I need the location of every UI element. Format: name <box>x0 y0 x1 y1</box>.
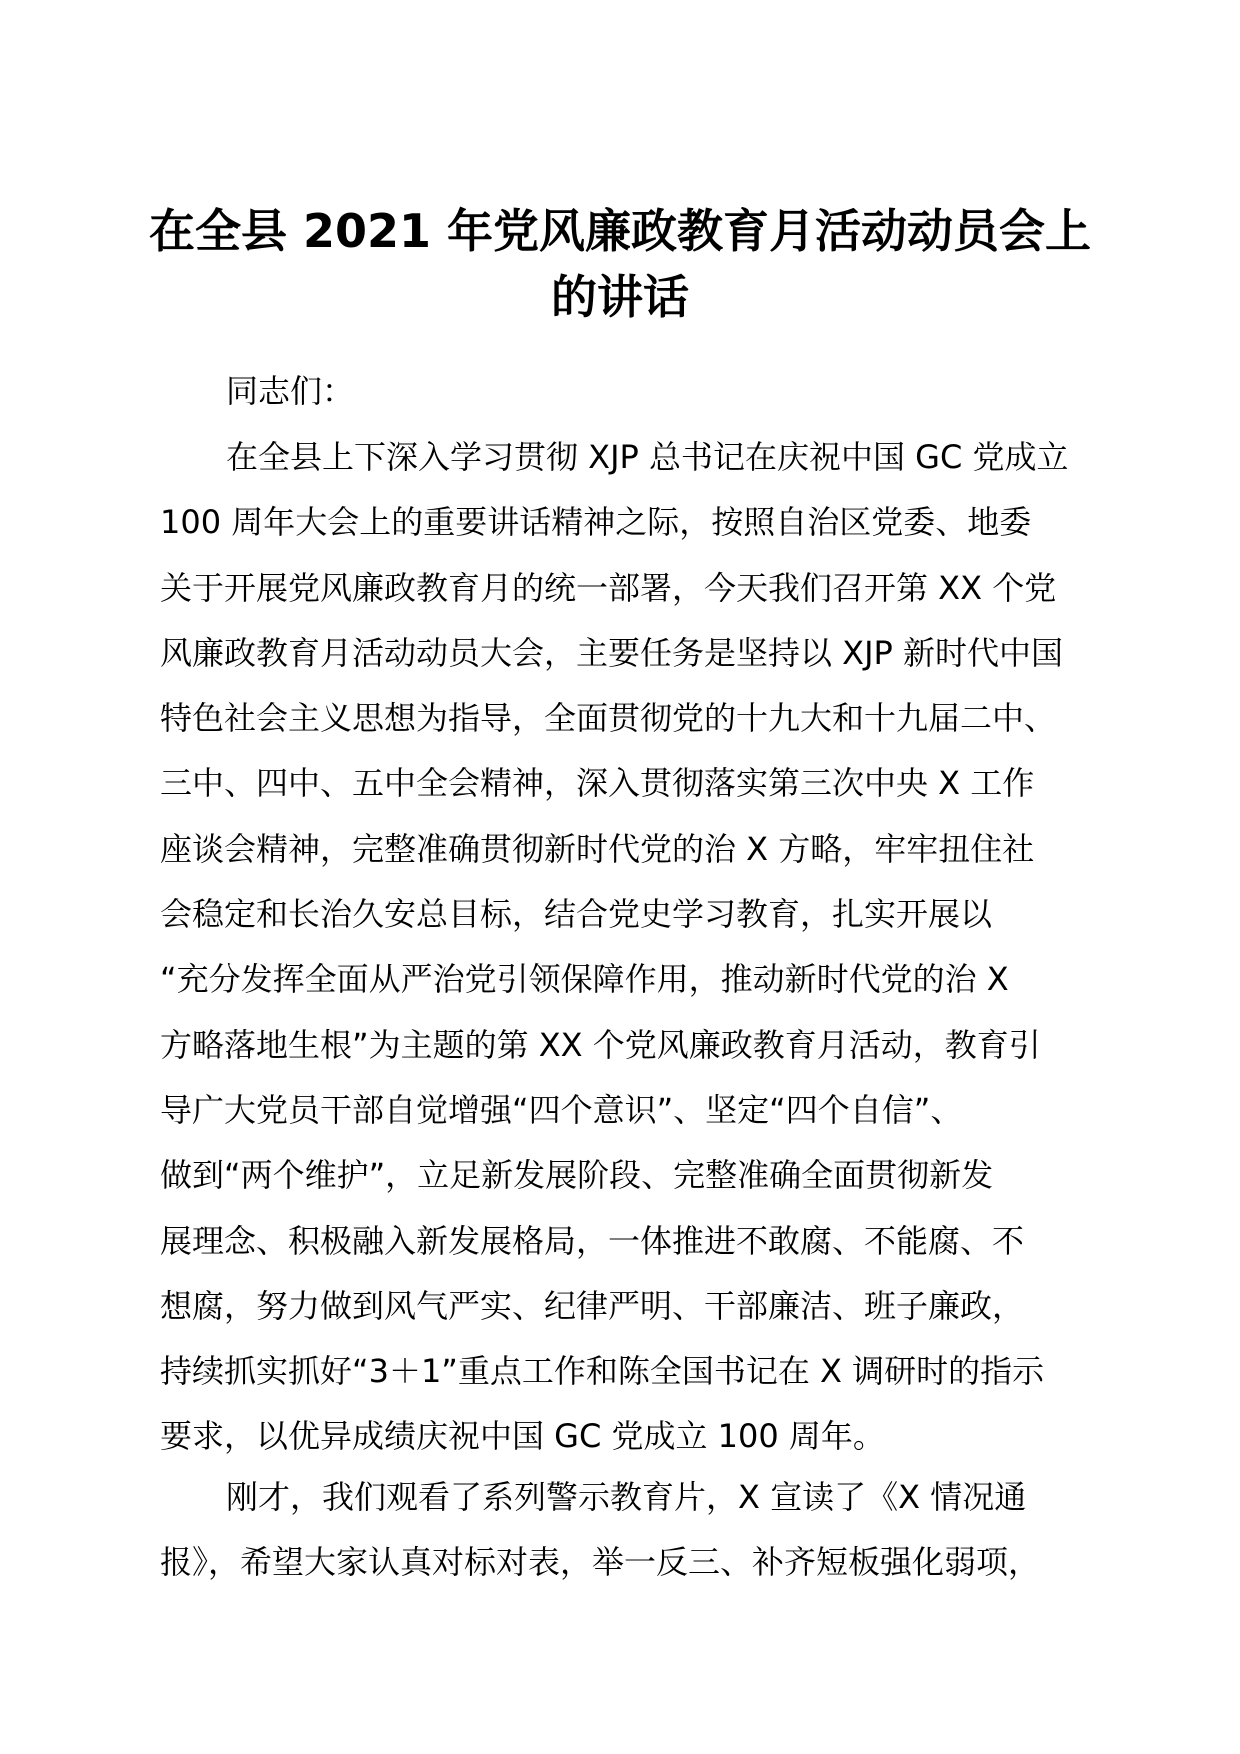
paragraph-line: 特色社会主义思想为指导，全面贯彻党的十九大和十九届二中、 <box>160 699 1057 738</box>
paragraph-line: 关于开展党风廉政教育月的统一部署，今天我们召开第 XX 个党 <box>160 568 1057 607</box>
paragraph-line: 想腐，努力做到风气严实、纪律严明、干部廉洁、班子廉政， <box>160 1286 1025 1325</box>
salutation: 同志们： <box>226 372 355 410</box>
paragraph-1 <box>160 425 1090 1470</box>
paragraph-line: “充分发挥全面从严治党引领保障作用，推动新时代党的治 X <box>160 960 1009 999</box>
paragraph-line: 会稳定和长治久安总目标，结合党史学习教育，扎实开展以 <box>160 895 993 934</box>
paragraph-line: 三中、四中、五中全会精神，深入贯彻落实第三次中央 X 工作 <box>160 764 1035 803</box>
paragraph-line: 方略落地生根”为主题的第 XX 个党风廉政教育月活动，教育引 <box>160 1025 1041 1064</box>
paragraph-line: 座谈会精神，完整准确贯彻新时代党的治 X 方略，牢牢扭住社 <box>160 829 1035 868</box>
document-title-line-2: 的讲话 <box>551 270 689 324</box>
paragraph-line: 展理念、积极融入新发展格局，一体推进不敢腐、不能腐、不 <box>160 1221 1025 1260</box>
paragraph-line: 100 周年大会上的重要讲话精神之际，按照自治区党委、地委 <box>160 503 1032 542</box>
paragraph-line: 要求，以优异成绩庆祝中国 GC 党成立 100 周年。 <box>160 1417 885 1456</box>
paragraph-2 <box>160 1465 1090 1596</box>
paragraph-line: 在全县上下深入学习贯彻 XJP 总书记在庆祝中国 GC 党成立 <box>226 438 1069 476</box>
paragraph-line: 导广大党员干部自觉增强“四个意识”、坚定“四个自信”、 <box>160 1090 963 1129</box>
paragraph-line: 风廉政教育月活动动员大会，主要任务是坚持以 XJP 新时代中国 <box>160 633 1064 672</box>
paragraph-line: 做到“两个维护”，立足新发展阶段、完整准确全面贯彻新发 <box>160 1156 994 1195</box>
paragraph-line: 持续抓实抓好“3＋1”重点工作和陈全国书记在 X 调研时的指示 <box>160 1352 1045 1391</box>
paragraph-line: 报》，希望大家认真对标对表，举一反三、补齐短板强化弱项， <box>160 1543 1041 1582</box>
document-title-line-1: 在全县 2021 年党风廉政教育月活动动员会上 <box>148 204 1092 258</box>
paragraph-line: 刚才，我们观看了系列警示教育片，X 宣读了《X 情况通 <box>226 1478 1027 1516</box>
